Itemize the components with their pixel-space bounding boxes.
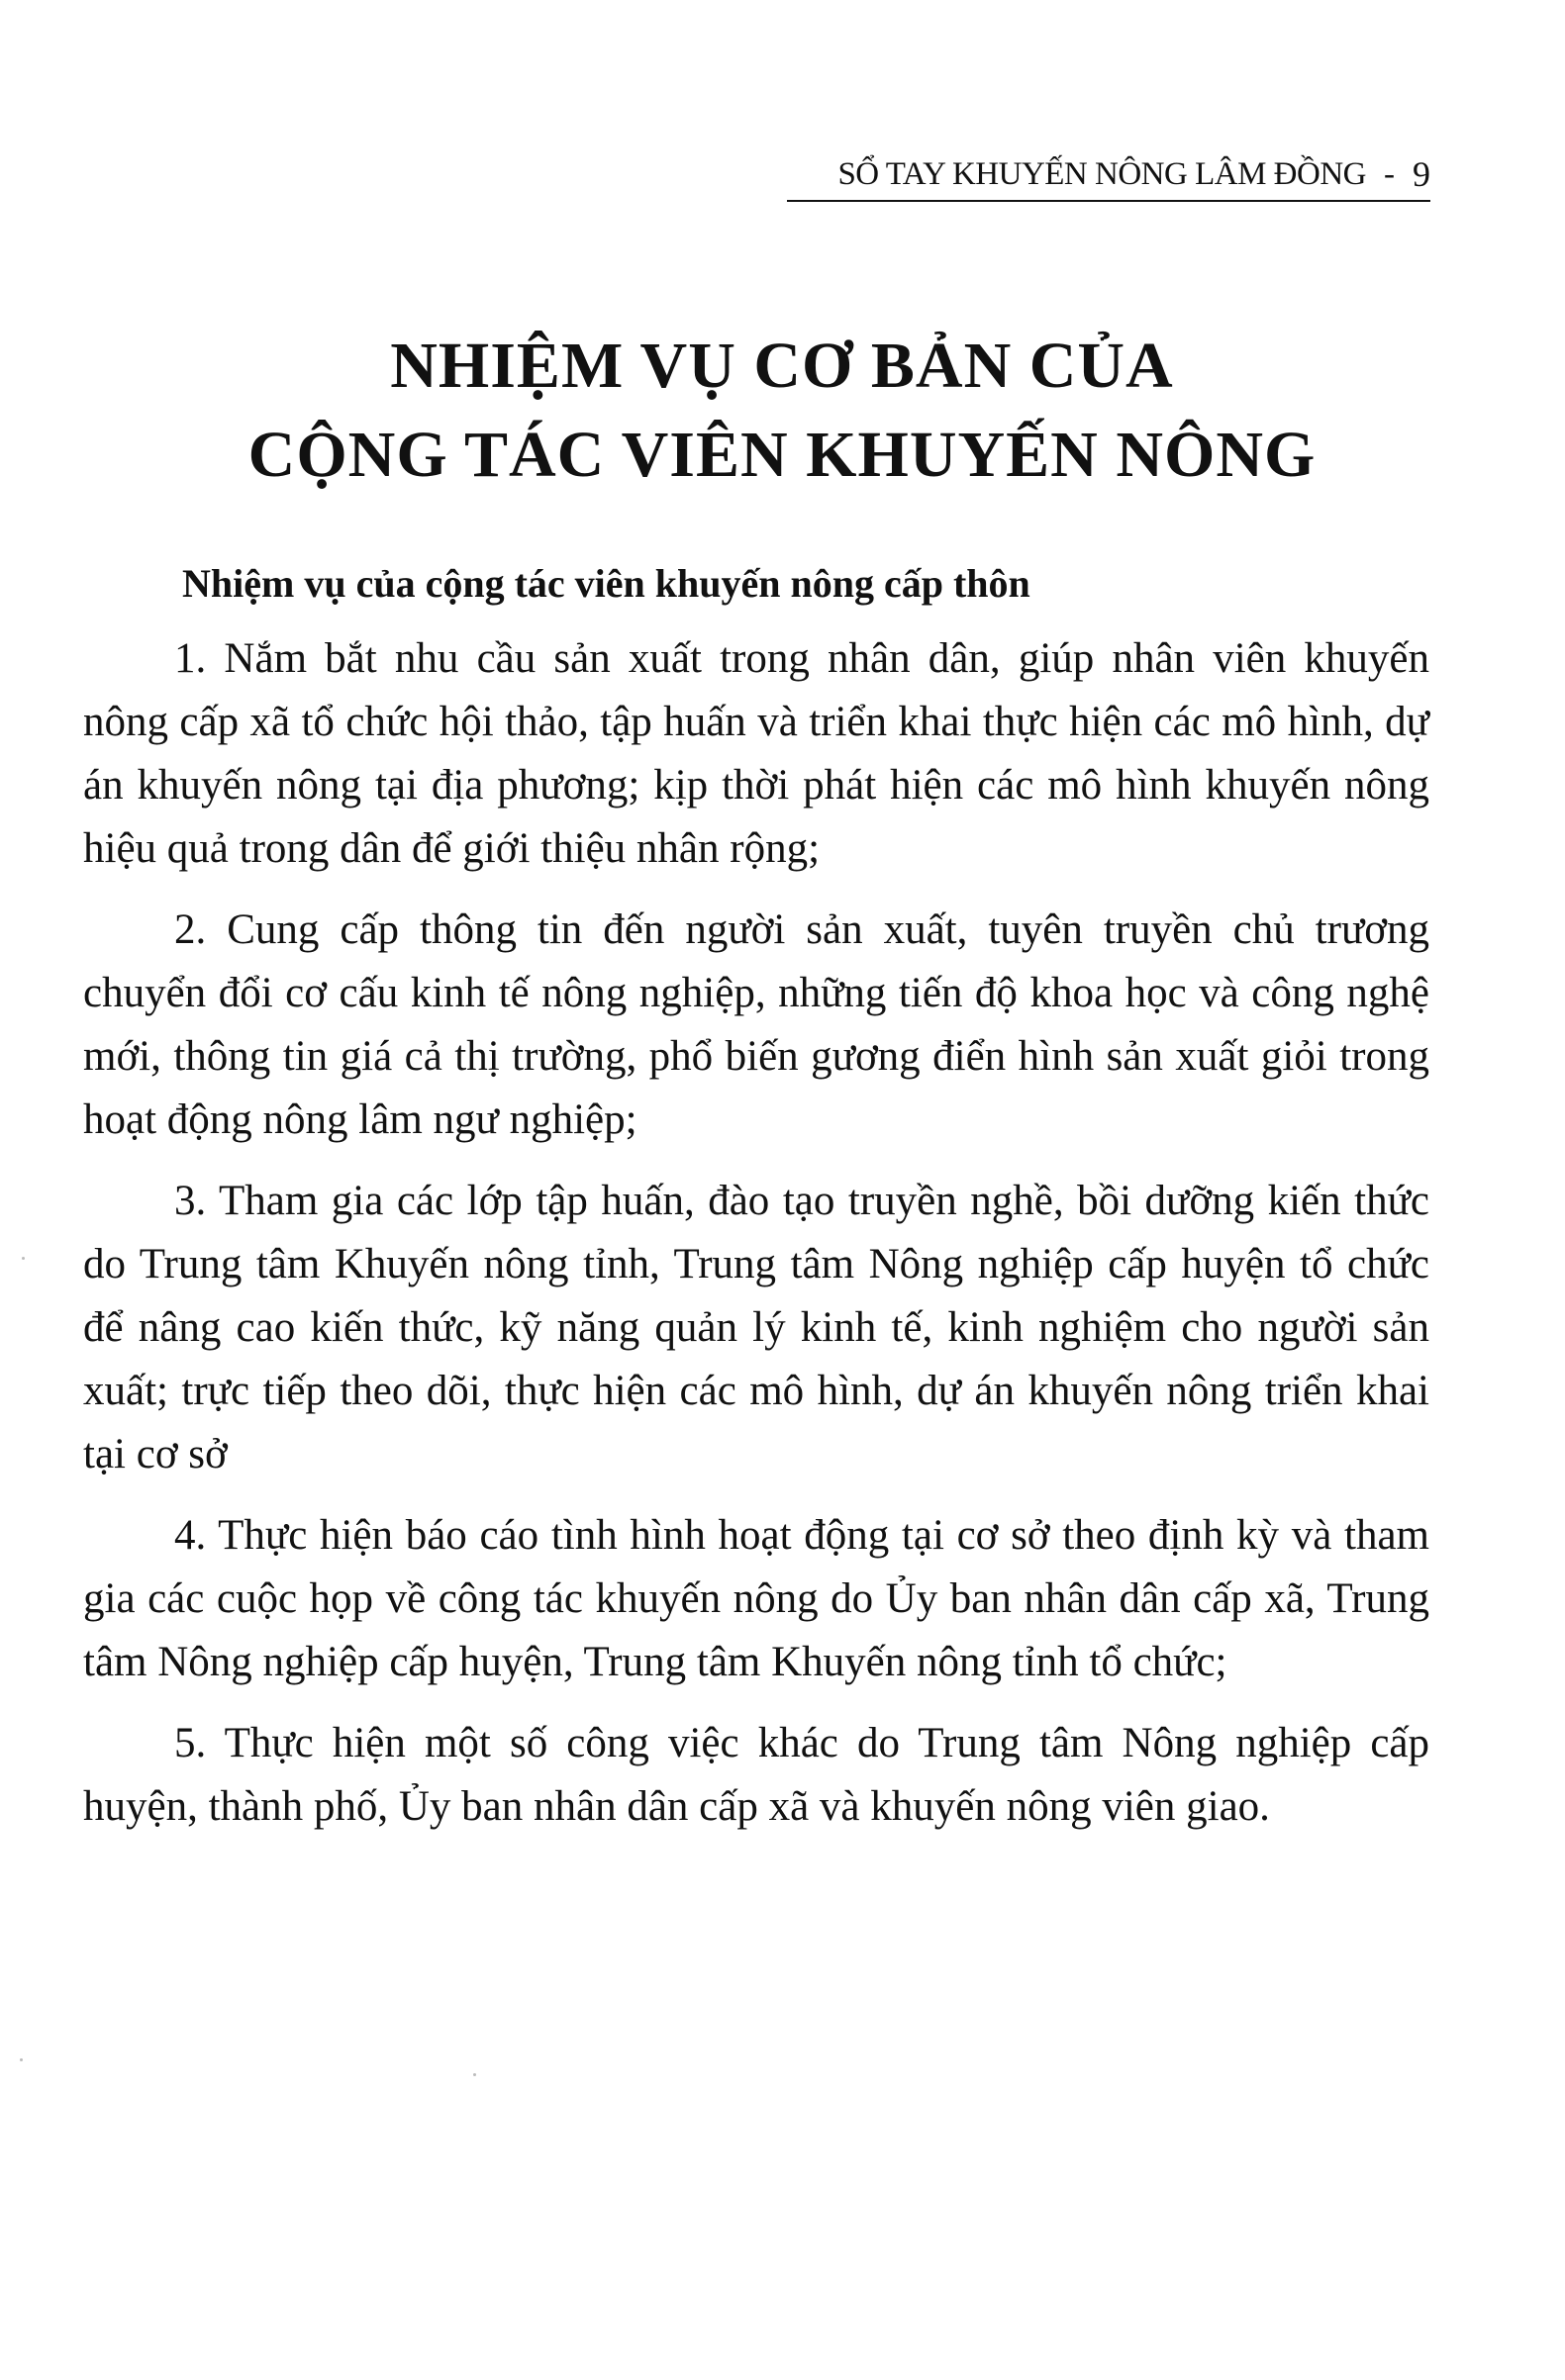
page-number: 9 bbox=[1413, 154, 1430, 194]
paragraph-3: 3. Tham gia các lớp tập huấn, đào tạo truyền nghề, bồi dưỡng kiến thức do Trung tâm Khuyến nông tỉnh, Trung tâm Nông nghiệp cấp huyện tổ chức để nâng cao kiến thức, kỹ năng quản lý kinh tế, kinh nghiệm cho người sản xuất; trực tiếp theo dõi, thực hiện các mô hình, dự án khuyến nông triển khai tại cơ sở bbox=[83, 1178, 1429, 1477]
chapter-title-line-1: NHIỆM VỤ CƠ BẢN CỦA bbox=[390, 330, 1174, 402]
scan-speck bbox=[22, 1257, 25, 1260]
running-header-separator: - bbox=[1384, 156, 1395, 192]
section-heading: Nhiệm vụ của cộng tác viên khuyến nông cấp thôn bbox=[182, 561, 1030, 606]
paragraph-4: 4. Thực hiện báo cáo tình hình hoạt động tại cơ sở theo định kỳ và tham gia các cuộc họp về công tác khuyến nông do Ủy ban nhân dân cấp xã, Trung tâm Nông nghiệp cấp huyện, Trung tâm Khuyến nông tỉnh tổ chức; bbox=[83, 1512, 1429, 1685]
scan-speck bbox=[473, 2073, 476, 2076]
paragraph-2: 2. Cung cấp thông tin đến người sản xuất, tuyên truyền chủ trương chuyển đổi cơ cấu kinh tế nông nghiệp, những tiến độ khoa học và công nghệ mới, thông tin giá cả thị trường, phổ biến gương điển hình sản xuất giỏi trong hoạt động nông lâm ngư nghiệp; bbox=[83, 906, 1429, 1143]
paragraph-1: 1. Nắm bắt nhu cầu sản xuất trong nhân dân, giúp nhân viên khuyến nông cấp xã tổ chức hội thảo, tập huấn và triển khai thực hiện các mô hình, dự án khuyến nông tại địa phương; kịp thời phát hiện các mô hình khuyến nông hiệu quả trong dân để giới thiệu nhân rộng; bbox=[83, 635, 1429, 872]
chapter-title bbox=[238, 322, 1326, 500]
paragraph-5: 5. Thực hiện một số công việc khác do Trung tâm Nông nghiệp cấp huyện, thành phố, Ủy ban nhân dân cấp xã và khuyến nông viên giao. bbox=[83, 1720, 1429, 1830]
running-header-title: SỔ TAY KHUYẾN NÔNG LÂM ĐỒNG bbox=[837, 156, 1366, 192]
scan-speck bbox=[20, 2058, 23, 2061]
chapter-title-line-2: CỘNG TÁC VIÊN KHUYẾN NÔNG bbox=[247, 419, 1317, 491]
running-header bbox=[787, 150, 1430, 202]
body-text bbox=[83, 627, 1429, 1856]
